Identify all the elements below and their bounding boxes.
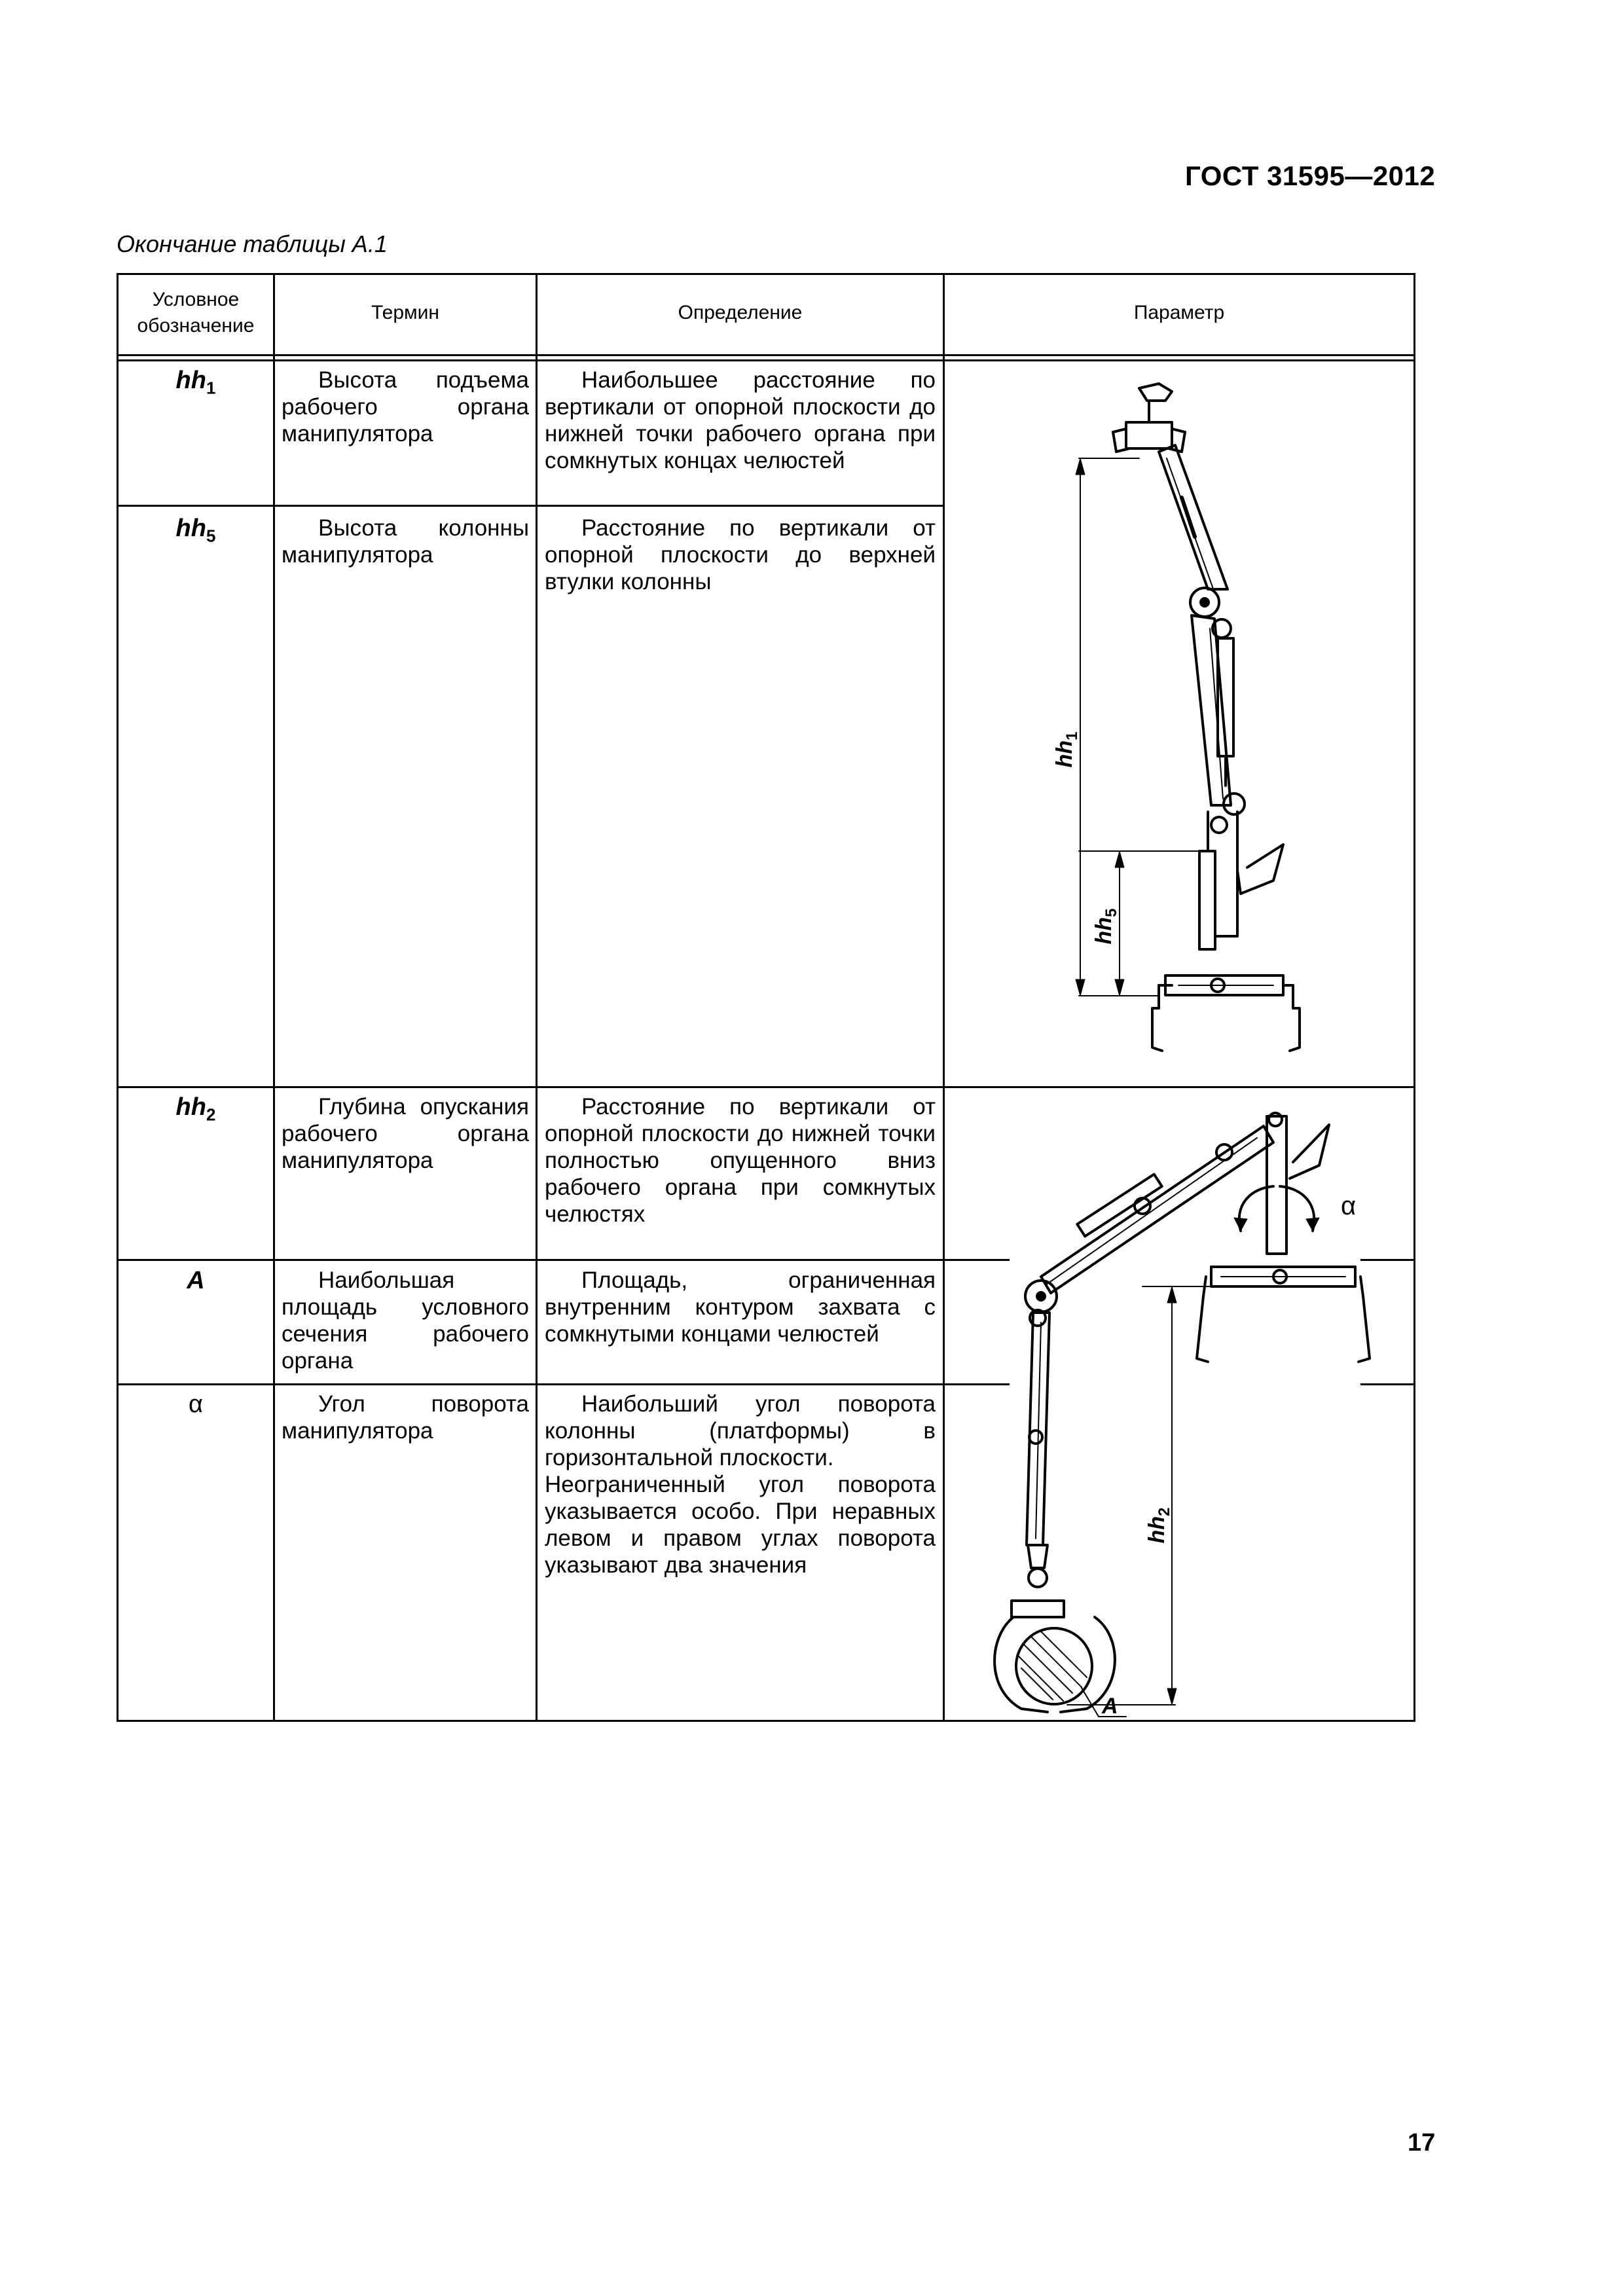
column-header-definition: Определение xyxy=(678,302,803,323)
table-row-term: Высота колонны манипулятора xyxy=(282,515,529,568)
standard-code: ГОСТ 31595—2012 xyxy=(1185,160,1436,191)
table-caption: Окончание таблицы А.1 xyxy=(117,230,388,257)
table-row-term: Высота подъема рабочего органа манипулятора xyxy=(282,367,529,446)
table-row-term: Глубина опускания рабочего органа манипулятора xyxy=(282,1094,529,1173)
table-row-definition: Наибольшее расстояние по вертикали от опорной плоскости до нижней точки рабочего органа при сомкнутых концах челюстей xyxy=(545,367,936,473)
column-header-term: Термин xyxy=(371,302,439,323)
hh2-dimension-label: $hh_2$ xyxy=(1144,1507,1173,1544)
column-header-parameter: Параметр xyxy=(1133,302,1225,323)
hh1-dimension-label: $hh_1$ xyxy=(1052,731,1081,768)
alpha-angle-label: α xyxy=(1341,1192,1357,1220)
column-header-symbol: Условное обозначение xyxy=(137,289,255,337)
page-number: 17 xyxy=(1408,2129,1436,2157)
table-row-symbol: $hh_1$ xyxy=(175,367,216,398)
table-row-term: Угол поворота манипулятора xyxy=(282,1391,529,1444)
table-row-symbol: $hh_5$ xyxy=(175,515,216,546)
table-row-symbol: A xyxy=(187,1267,205,1294)
table-row-term: Наибольшая площадь условного сечения рабочего органа xyxy=(282,1267,529,1374)
table-row-definition: Наибольший угол поворота колонны (платформы) в горизонтальной плоскости. Неограниченный угол поворота указывается особо. При неравных левом и правом углах поворота указывают два значения xyxy=(545,1391,936,1578)
table-row-symbol: α xyxy=(189,1391,203,1418)
manipulator-depth-diagram xyxy=(945,1088,1413,1720)
manipulator-height-diagram xyxy=(945,361,1413,1086)
hh5-dimension-label: $hh_5$ xyxy=(1091,908,1120,945)
table-row-definition: Расстояние по вертикали от опорной плоскости до верхней втулки колонны xyxy=(545,515,936,594)
table-row-definition: Расстояние по вертикали от опорной плоскости до нижней точки полностью опущенного вниз рабочего органа при сомкнутых челюстях xyxy=(545,1094,936,1227)
table-row-definition: Площадь, ограниченная внутренним контуром захвата с сомкнутыми концами челюстей xyxy=(545,1267,936,1347)
table-row-symbol: $hh_2$ xyxy=(175,1093,216,1125)
area-a-label: A xyxy=(1102,1694,1118,1719)
